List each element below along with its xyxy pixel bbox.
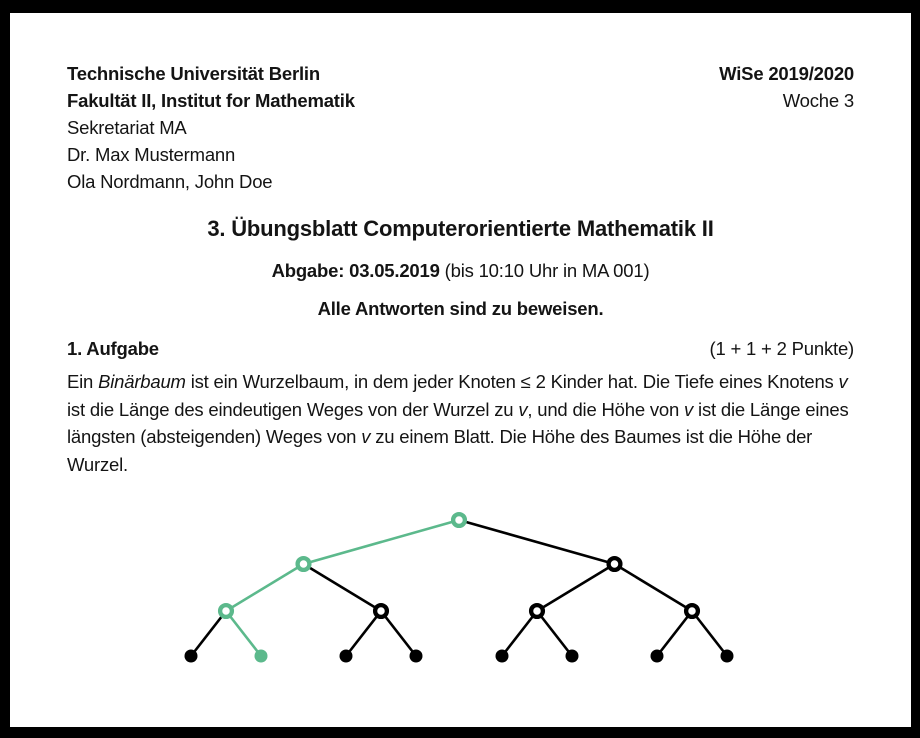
due-date-line	[67, 257, 854, 284]
text-segment: ist ein Wurzelbaum, in dem jeder Knoten ≤ 2 Kinder hat. Die Tiefe eines Knotens	[185, 371, 839, 392]
week-label: Woche 3	[782, 90, 854, 111]
sheet-header	[67, 60, 854, 195]
task-description	[67, 368, 854, 478]
text-segment: , und die Höhe von	[527, 398, 685, 420]
notice-line: Alle Antworten sind zu beweisen.	[317, 298, 604, 319]
text-segment-italic: v	[838, 371, 848, 392]
text-segment: ist die Länge des eindeutigen Weges von der Wurzel zu	[67, 398, 519, 420]
text-segment-italic: v	[361, 426, 371, 447]
exercise-sheet	[10, 13, 911, 727]
text-segment: zu einem Blatt. Die Höhe des Baumes ist die Höhe der Wurzel.	[67, 426, 813, 475]
task-header-row	[67, 335, 854, 362]
task-points: (1 + 1 + 2 Punkte)	[709, 338, 854, 359]
sheet-title: 3. Übungsblatt Computerorientierte Mathematik II	[207, 216, 714, 241]
lecturer-name: Dr. Max Mustermann	[67, 144, 236, 165]
faculty-name: Fakultät II, Institut for Mathematik	[67, 90, 355, 111]
text-segment: Ein	[67, 371, 99, 392]
text-segment: ist die Länge eines längsten (absteigenden) Weges von	[67, 398, 849, 447]
secretariat-line: Sekretariat MA	[67, 117, 187, 138]
text-segment-italic: Binärbaum	[98, 371, 186, 392]
header-institution-block	[67, 60, 355, 195]
task-title: 1. Aufgabe	[67, 338, 159, 359]
assistants-names: Ola Nordmann, John Doe	[67, 171, 273, 192]
institution-name: Technische Universität Berlin	[67, 63, 320, 84]
text-segment-italic: v	[518, 398, 528, 420]
text-segment-italic: v	[684, 398, 694, 420]
due-date: Abgabe: 03.05.2019	[271, 260, 440, 281]
header-semester-block	[719, 60, 854, 114]
due-details: (bis 10:10 Uhr in MA 001)	[439, 260, 650, 281]
semester-label: WiSe 2019/2020	[719, 63, 854, 84]
